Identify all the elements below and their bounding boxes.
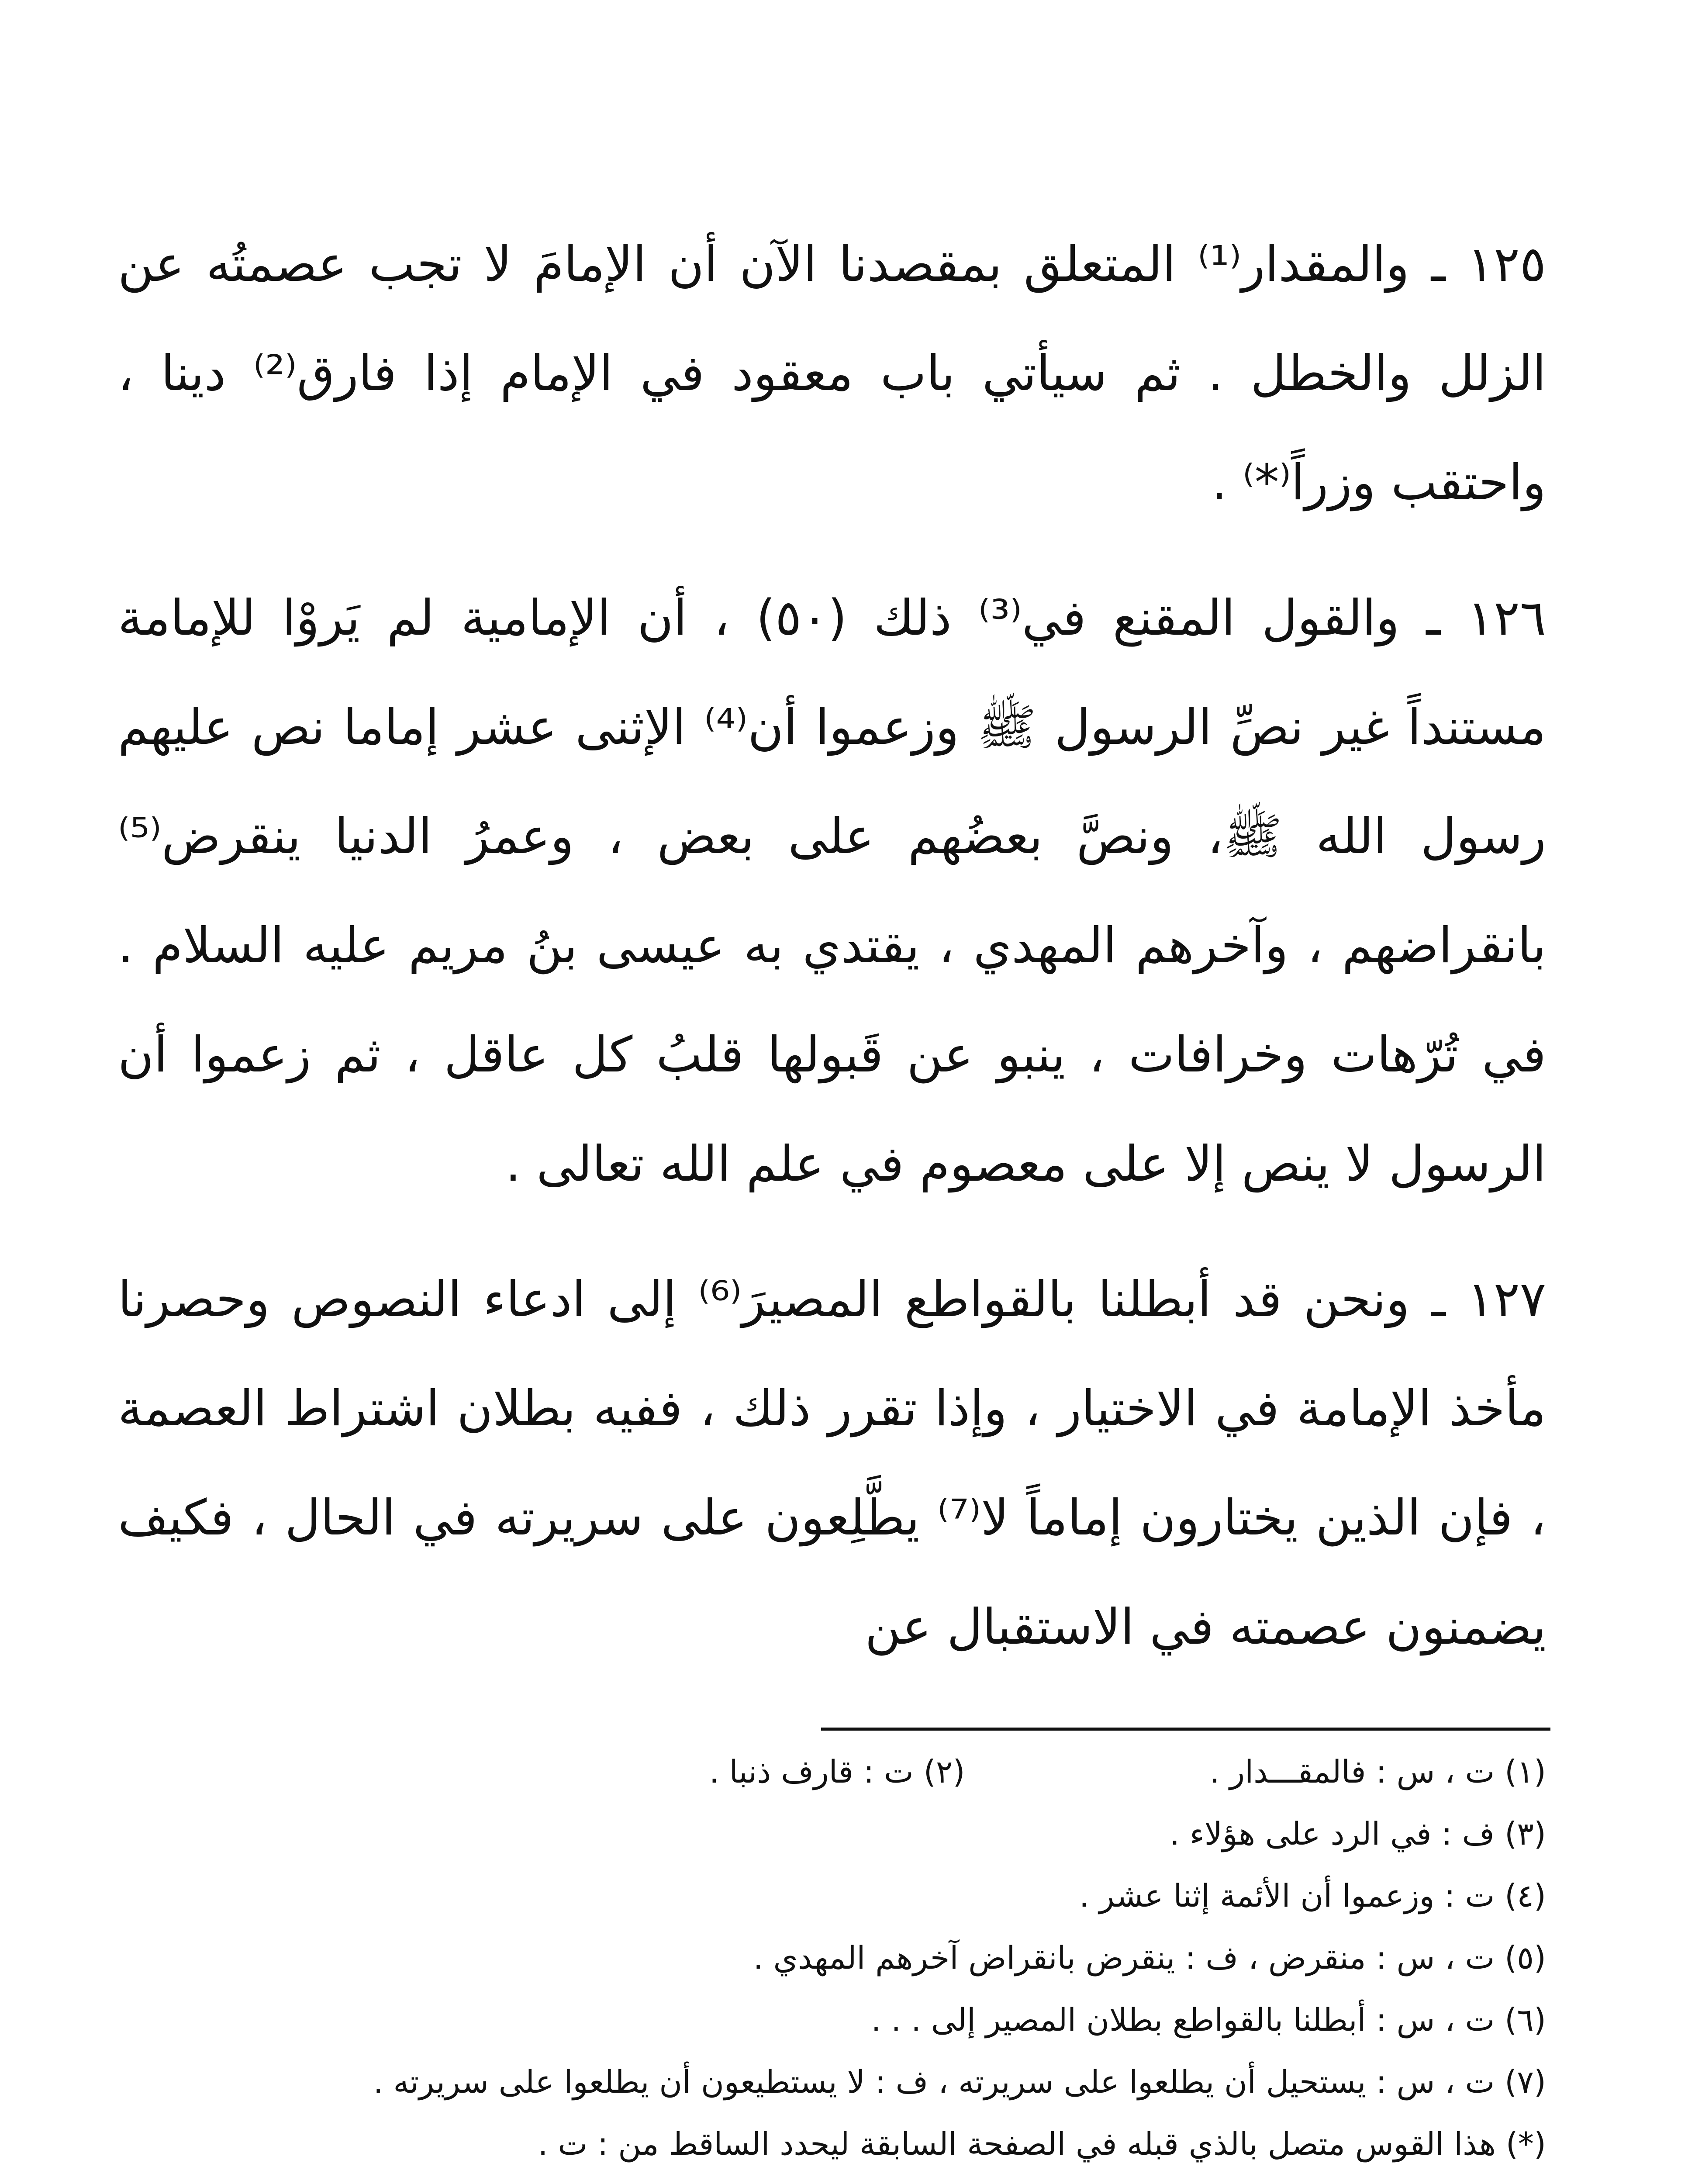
footnote-5: (٥) ت ، س : منقرض ، ف : ينقرض بانقراض آخرهم المهدي .	[753, 1939, 1546, 1976]
footnote-row	[118, 2113, 1546, 2175]
footnote-2: (٢) ت : قارف ذنبا .	[709, 1753, 965, 1790]
footnote-row	[118, 1741, 1546, 1803]
footnote-1: (١) ت ، س : فالمقـــدار .	[1209, 1753, 1546, 1790]
footnote-star: (*) هذا القوس متصل بالذي قبله في الصفحة السابقة ليحدد الساقط من : ت .	[538, 2125, 1546, 2162]
paragraph-126: ١٢٦ ـ والقول المقنع في⁽³⁾ ذلك (٥٠) ، أن الإمامية لم يَروْا للإمامة مستنداً غير نصِّ الرسول ﷺ وزعموا أن⁽⁴⁾ الإثنى عشر إماما نص عليهم رسول الله ﷺ، ونصَّ بعضُهم على بعض ، وعمرُ الدنيا ينقرض⁽⁵⁾ بانقراضهم ، وآخرهم المهدي ، يقتدي به عيسى بنُ مريم عليه السلام . في تُرّهات وخرافات ، ينبو عن قَبولها قلبُ كل عاقل ، ثم زعموا أن الرسول لا ينص إلا على معصوم في علم الله تعالى .	[118, 590, 1547, 1192]
footnotes	[118, 1741, 1546, 2175]
paragraph-125: ١٢٥ ـ والمقدار⁽¹⁾ المتعلق بمقصدنا الآن أن الإمامَ لا تجب عصمتُه عن الزلل والخطل . ثم سيأتي باب معقود في الإمام إذا فارق⁽²⁾ دينا ، واحتقب وزراً⁽*⁾ .	[118, 236, 1547, 511]
footnote-7: (٧) ت ، س : يستحيل أن يطلعوا على سريرته ، ف : لا يستطيعون أن يطلعوا على سريرته .	[373, 2063, 1546, 2100]
footnote-3: (٣) ف : في الرد على هؤلاء .	[1170, 1815, 1546, 1852]
footnote-row	[118, 1927, 1546, 1989]
footnote-row	[118, 2051, 1546, 2113]
footnote-6: (٦) ت ، س : أبطلنا بالقواطع بطلان المصير إلى . . .	[871, 2001, 1546, 2038]
footnote-row	[118, 1865, 1546, 1927]
footnote-divider	[821, 1728, 1550, 1731]
paragraph-127: ١٢٧ ـ ونحن قد أبطلنا بالقواطع المصيرَ⁽⁶⁾ إلى ادعاء النصوص وحصرنا مأخذ الإمامة في الاختيار ، وإذا تقرر ذلك ، ففيه بطلان اشتراط العصمة ، فإن الذين يختارون إماماً لا⁽⁷⁾ يطَّلِعون على سريرته في الحال ، فكيف يضمنون عصمته في الاستقبال عن	[118, 1271, 1547, 1655]
main-text	[118, 210, 1546, 1682]
footnote-row	[118, 1989, 1546, 2051]
footnote-4: (٤) ت : وزعموا أن الأئمة إثنا عشر .	[1079, 1877, 1546, 1914]
footnote-row	[118, 1803, 1546, 1865]
